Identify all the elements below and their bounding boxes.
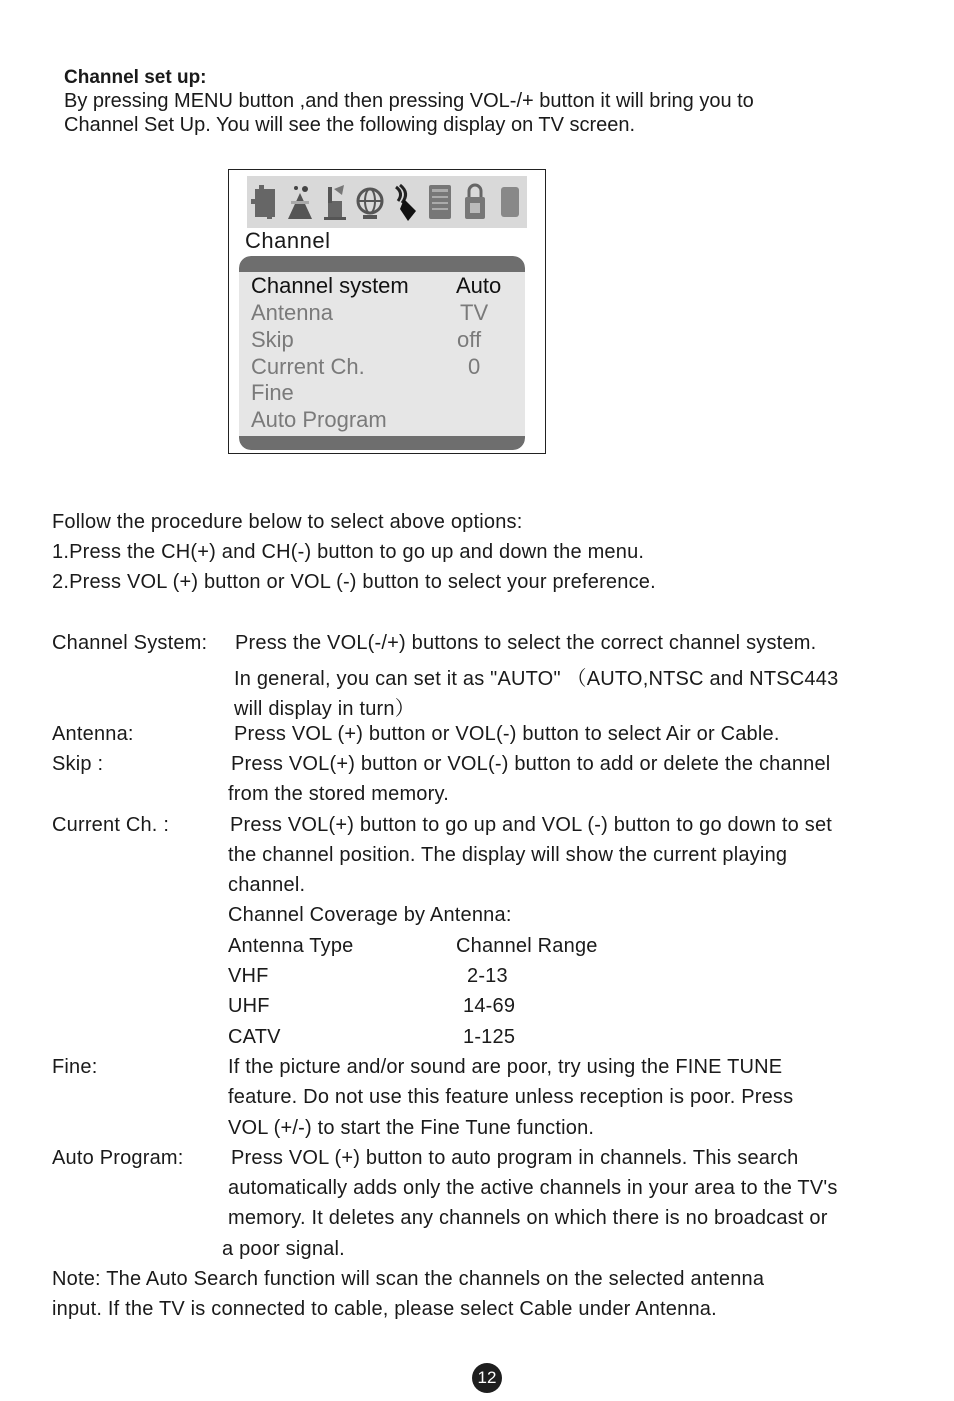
desc-line: feature. Do not use this feature unless reception is poor. Press: [228, 1086, 794, 1108]
menu-row-auto-program: [251, 407, 521, 434]
coverage-row-type: UHF: [228, 995, 270, 1017]
desc-line: automatically adds only the active channels in your area to the TV's: [228, 1177, 838, 1199]
menu-row-value: Auto: [456, 273, 502, 298]
desc-line: Press VOL (+) button to auto program in channels. This search: [231, 1147, 799, 1169]
desc-line: will display in turn）: [234, 698, 415, 720]
menu-row-value: 0: [468, 354, 481, 379]
section-title: Channel set up:: [64, 67, 207, 88]
procedure-step-2: 2.Press VOL (+) button or VOL (-) button to select your preference.: [52, 571, 656, 593]
coverage-row-type: CATV: [228, 1026, 281, 1048]
menu-row-label: Fine: [251, 380, 294, 405]
term-antenna: Antenna:: [52, 723, 134, 745]
menu-row-skip: [251, 327, 521, 354]
globe-icon: [390, 181, 420, 223]
menu-row-label: Antenna: [251, 300, 333, 325]
desc-line: Press the VOL(-/+) buttons to select the correct channel system.: [235, 632, 817, 654]
picture-icon: [285, 181, 315, 223]
menu-panel-bottom-bar: [239, 436, 525, 450]
term-current-ch: Current Ch. :: [52, 814, 170, 836]
desc-line: Channel Coverage by Antenna:: [228, 904, 512, 926]
menu-panel-top-bar: [239, 256, 525, 272]
note-line-1: Note: The Auto Search function will scan the channels on the selected antenna: [52, 1268, 765, 1290]
coverage-row-range: 1-125: [463, 1026, 516, 1048]
coverage-header-type: Antenna Type: [228, 935, 354, 957]
menu-row-value: off: [457, 327, 482, 352]
desc-line: Press VOL (+) button or VOL(-) button to select Air or Cable.: [234, 723, 780, 745]
term-fine: Fine:: [52, 1056, 98, 1078]
menu-row-antenna: [251, 300, 521, 327]
desc-line: the channel position. The display will show the current playing: [228, 844, 788, 866]
desc-line: channel.: [228, 874, 306, 896]
lock-icon: [495, 181, 525, 223]
menu-row-label: Channel system: [251, 273, 409, 298]
settings-icon: [250, 181, 280, 223]
coverage-row-type: VHF: [228, 965, 269, 987]
desc-line: Press VOL(+) button or VOL(-) button to add or delete the channel: [231, 753, 831, 775]
menu-row-current-ch: [251, 354, 521, 381]
procedure-intro: Follow the procedure below to select above options:: [52, 511, 523, 533]
term-auto-program: Auto Program:: [52, 1147, 184, 1169]
coverage-header-range: Channel Range: [456, 935, 598, 957]
menu-row-label: Auto Program: [251, 407, 387, 432]
time-icon: [355, 181, 385, 223]
coverage-row-range: 14-69: [463, 995, 516, 1017]
page-number: 12: [472, 1363, 502, 1393]
desc-line: VOL (+/-) to start the Fine Tune function.: [228, 1117, 595, 1139]
desc-line: In general, you can set it as "AUTO" （AUTO,NTSC and NTSC443: [234, 668, 839, 690]
desc-line: a poor signal.: [222, 1238, 345, 1260]
desc-line: from the stored memory.: [228, 783, 449, 805]
coverage-row-range: 2-13: [467, 965, 508, 987]
menu-row-label: Current Ch.: [251, 354, 365, 379]
note-line-2: input. If the TV is connected to cable, please select Cable under Antenna.: [52, 1298, 717, 1320]
desc-line: memory. It deletes any channels on which there is no broadcast or: [228, 1207, 828, 1229]
menu-icon-strip: [247, 176, 527, 228]
intro-line-1: By pressing MENU button ,and then pressing VOL-/+ button it will bring you to: [64, 90, 754, 112]
menu-row-value: TV: [460, 300, 489, 325]
procedure-step-1: 1.Press the CH(+) and CH(-) button to go up and down the menu.: [52, 541, 645, 563]
tv-menu-illustration: [228, 169, 546, 454]
menu-panel: [239, 256, 525, 450]
sound-icon: [320, 181, 350, 223]
term-channel-system: Channel System:: [52, 632, 208, 654]
desc-line: Press VOL(+) button to go up and VOL (-) button to go down to set: [230, 814, 833, 836]
menu-row-label: Skip: [251, 327, 294, 352]
menu-title: Channel: [245, 228, 331, 253]
desc-line: If the picture and/or sound are poor, try using the FINE TUNE: [228, 1056, 783, 1078]
menu-row-channel-system: [251, 273, 521, 300]
term-skip: Skip :: [52, 753, 104, 775]
intro-line-2: Channel Set Up. You will see the following display on TV screen.: [64, 114, 636, 136]
channel-antenna-icon: [425, 181, 455, 223]
remote-icon: [460, 181, 490, 223]
menu-row-fine: [251, 380, 521, 407]
